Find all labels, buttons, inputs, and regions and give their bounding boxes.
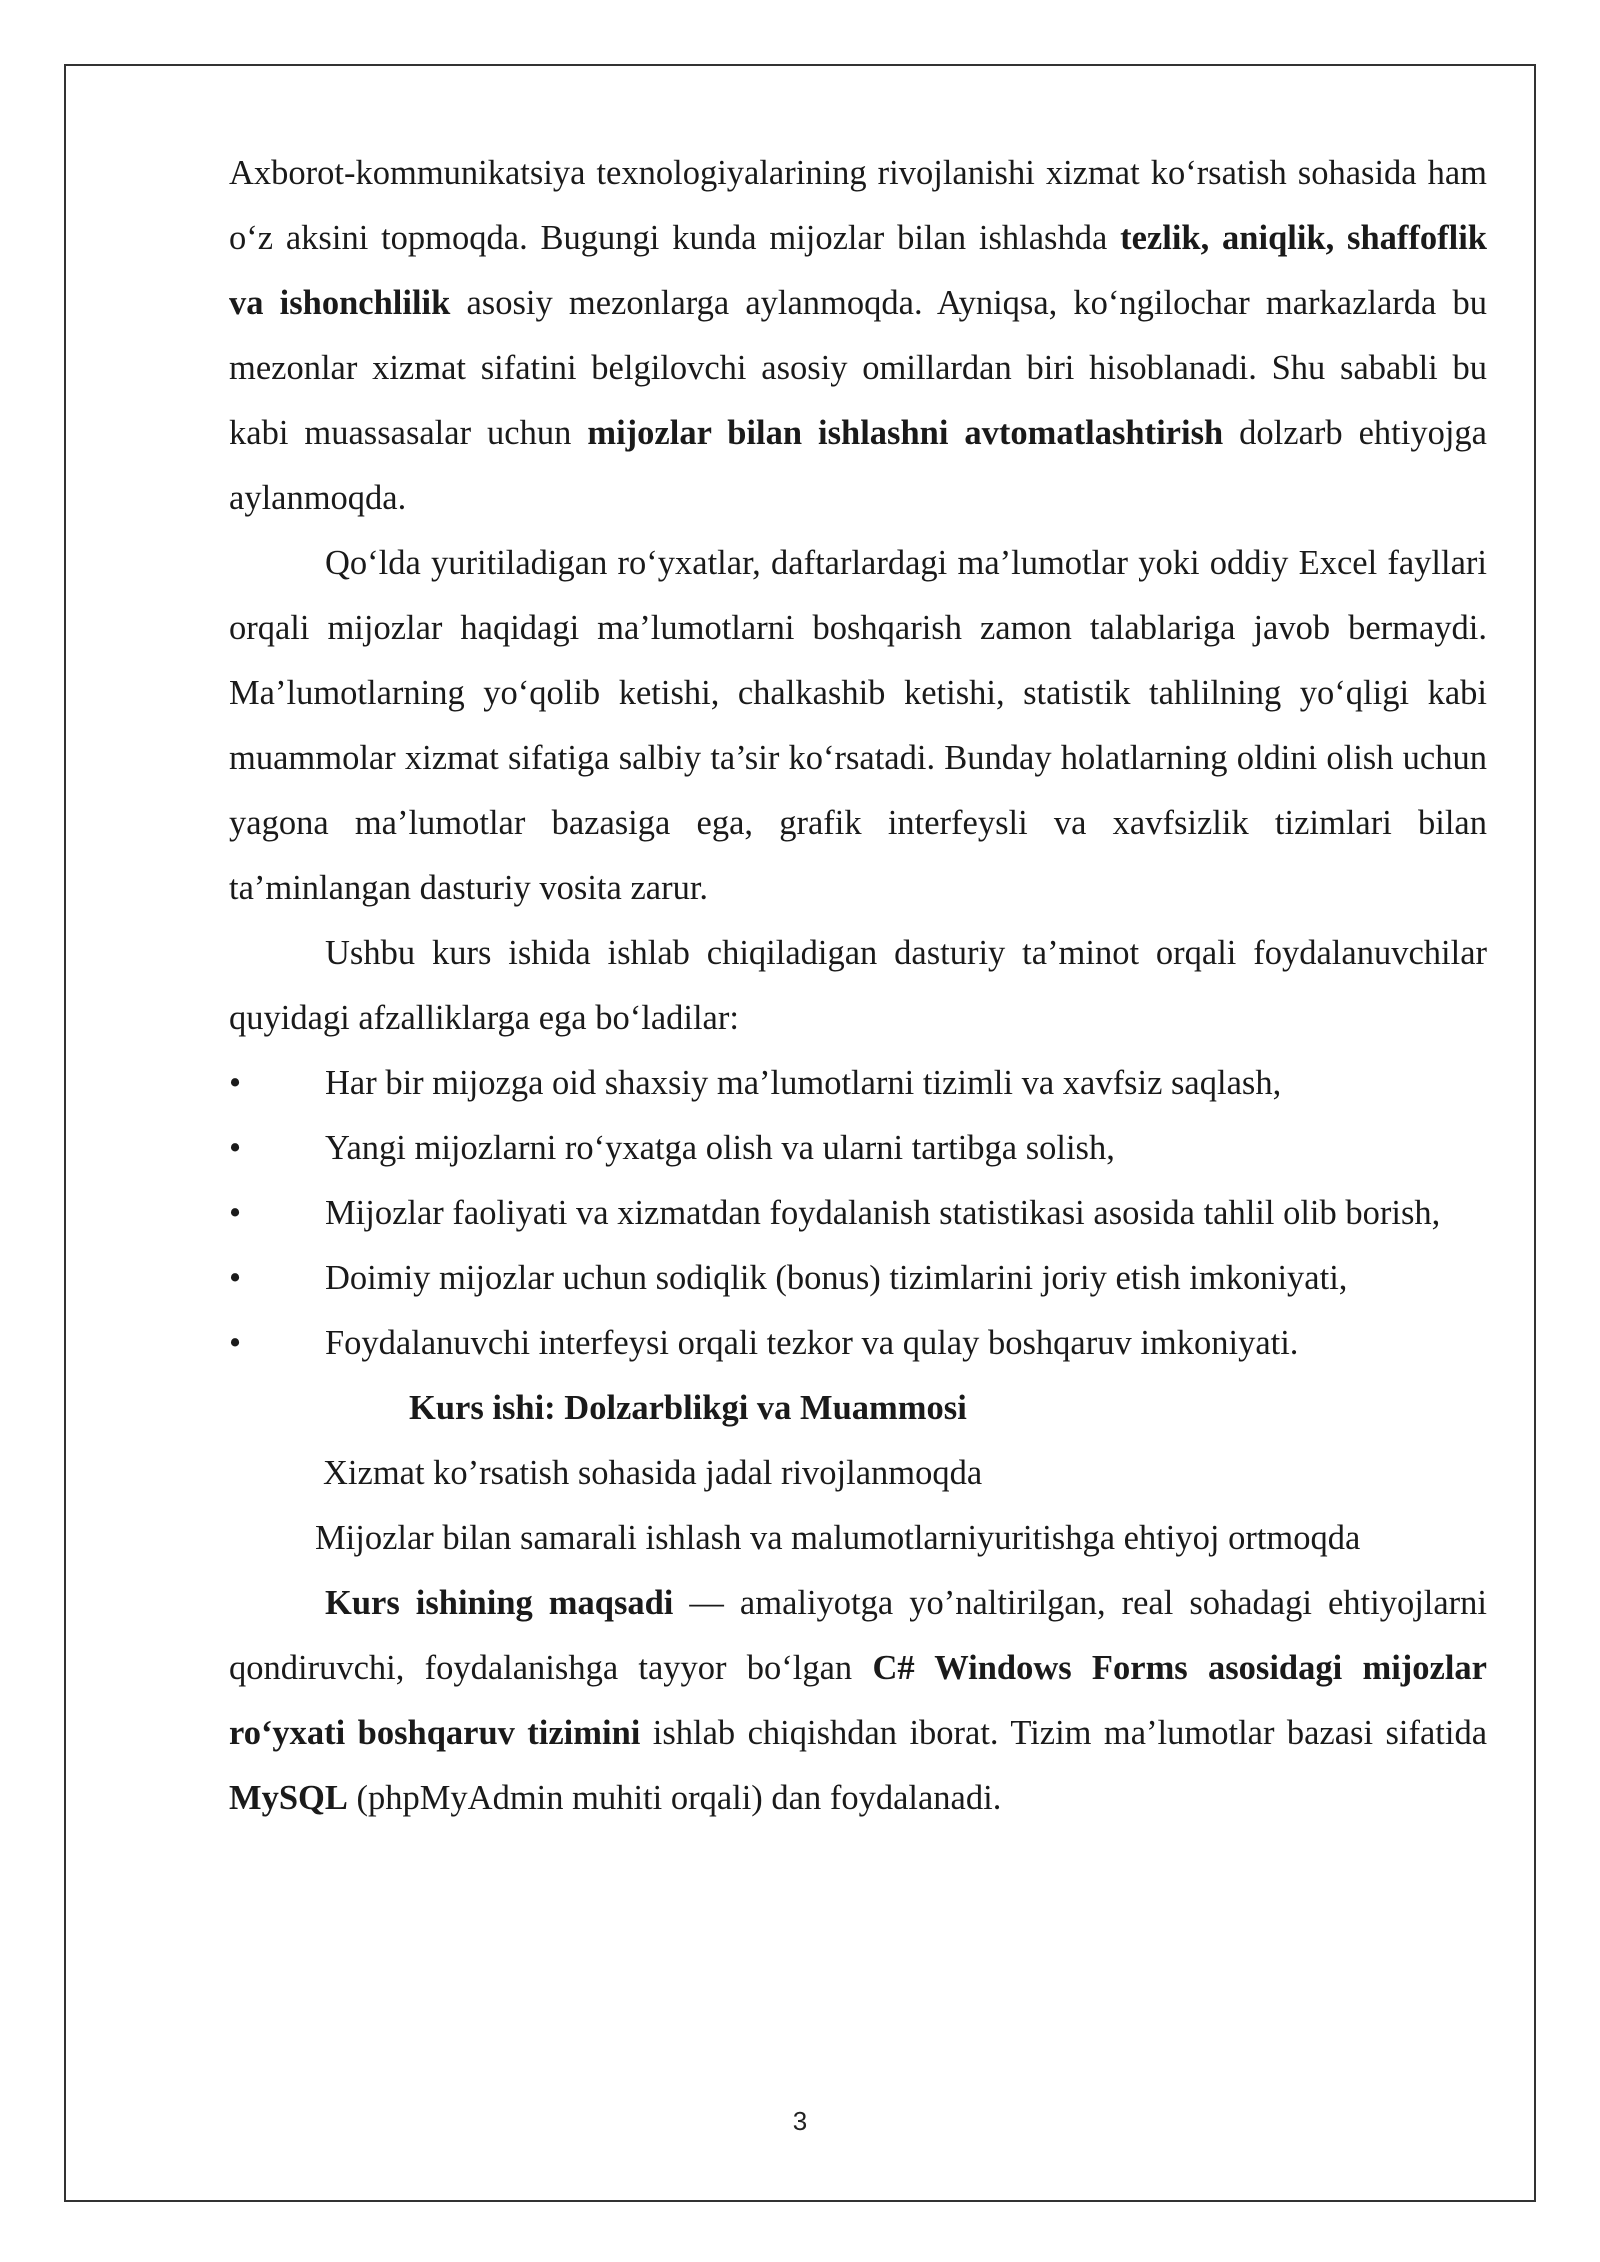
text-run: ishlab chiqishdan iborat. Tizim ma’lumotlar bazasi sifatida <box>640 1714 1488 1752</box>
bold-run: MySQL <box>229 1779 348 1817</box>
paragraph-intro <box>229 141 1487 531</box>
document-body <box>229 141 1487 1831</box>
paragraph-goal <box>229 1571 1487 1831</box>
list-item-text: Yangi mijozlarni ro‘yxatga olish va ularni tartibga solish, <box>325 1129 1115 1167</box>
list-item <box>229 1246 1487 1311</box>
relevance-line: Mijozlar bilan samarali ishlash va malumotlarniyuritishga ehtiyoj ortmoqda <box>315 1519 1361 1557</box>
text-run: Axborot-kommunikatsiya texnologiyalarining rivojlanishi xizmat ko‘rsatish sohasida ham o‘z aksini topmoqda. Bugungi kunda mijozlar bilan ishlashda <box>229 154 1487 257</box>
bold-run: mijozlar bilan ishlashni avtomatlashtirish <box>587 414 1224 452</box>
list-item <box>229 1181 1487 1246</box>
bullet-icon: • <box>229 1194 242 1232</box>
text-run: (phpMyAdmin muhiti orqali) dan foydalanadi. <box>347 1779 1002 1817</box>
list-item-text: Har bir mijozga oid shaxsiy ma’lumotlarni tizimli va xavfsiz saqlash, <box>325 1064 1282 1102</box>
list-item-text: Doimiy mijozlar uchun sodiqlik (bonus) tizimlarini joriy etish imkoniyati, <box>325 1259 1348 1297</box>
bold-run: tezlik, aniqlik, shaffoflik va ishonchlilik <box>229 219 1487 322</box>
page-number: 3 <box>792 2106 808 2136</box>
bold-run: Kurs ishining maqsadi <box>325 1584 674 1622</box>
text-run: dolzarb ehtiyojga aylanmoqda. <box>229 414 1487 517</box>
bullet-icon: • <box>229 1324 242 1362</box>
text-run: asosiy mezonlarga aylanmoqda. Ayniqsa, ko‘ngilochar markazlarda bu mezonlar xizmat sifatini belgilovchi asosiy omillardan biri hisoblanadi. Shu sababli bu kabi muassasalar uchun <box>229 284 1487 452</box>
bullet-icon: • <box>229 1064 242 1102</box>
list-item <box>229 1311 1487 1376</box>
list-item-text: Foydalanuvchi interfeysi orqali tezkor va qulay boshqaruv imkoniyati. <box>325 1324 1299 1362</box>
bullet-icon: • <box>229 1129 242 1167</box>
list-item-text: Mijozlar faoliyati va xizmatdan foydalanish statistikasi asosida tahlil olib borish, <box>325 1194 1441 1232</box>
bold-run: C# Windows Forms asosidagi mijozlar ro‘yxati boshqaruv tizimini <box>229 1649 1487 1752</box>
list-item <box>229 1051 1487 1116</box>
text-run: — amaliyotga yo’naltirilgan, real sohadagi ehtiyojlarni qondiruvchi, foydalanishga tayyor bo‘lgan <box>229 1584 1488 1687</box>
paragraph-problem: Qo‘lda yuritiladigan ro‘yxatlar, daftarlardagi ma’lumotlar yoki oddiy Excel fayllari orqali mijozlar haqidagi ma’lumotlarni boshqarish zamon talablariga javob bermaydi. Ma’lumotlarning yo‘qolib ketishi, chalkashib ketishi, statistik tahlilning yo‘qligi kabi muammolar xizmat sifatiga salbiy ta’sir ko‘rsatadi. Bunday holatlarning oldini olish uchun yagona ma’lumotlar bazasiga ega, grafik interfeysli va xavfsizlik tizimlari bilan ta’minlangan dasturiy vosita zarur. <box>229 544 1487 907</box>
bullet-icon: • <box>229 1259 242 1297</box>
relevance-line: Xizmat ko’rsatish sohasida jadal rivojlanmoqda <box>323 1454 983 1492</box>
list-item <box>229 1116 1487 1181</box>
paragraph-benefits-intro: Ushbu kurs ishida ishlab chiqiladigan dasturiy ta’minot orqali foydalanuvchilar quyidagi afzalliklarga ega bo‘ladilar: <box>229 934 1487 1037</box>
section-heading: Kurs ishi: Dolzarblikgi va Muammosi <box>409 1389 967 1427</box>
